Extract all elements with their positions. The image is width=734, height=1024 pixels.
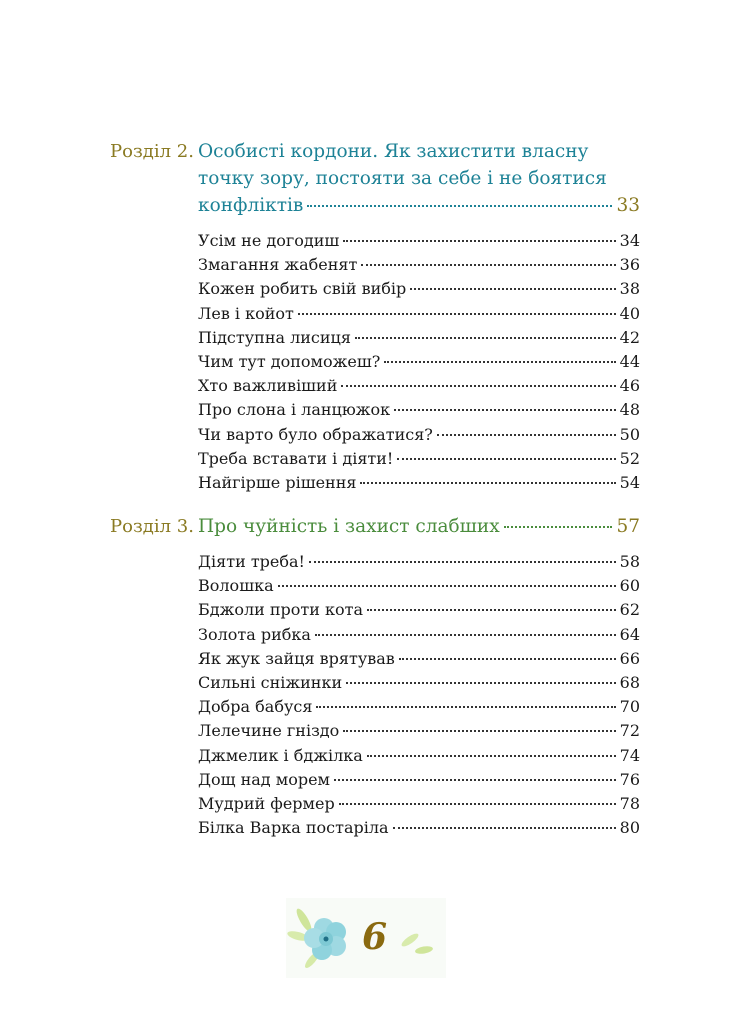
section-title-last-line: [198, 192, 640, 219]
toc-entry-title: Підступна лисиця: [198, 327, 351, 347]
toc-entry-title: Усім не догодиш: [198, 231, 340, 250]
toc-entry: [198, 350, 640, 374]
section-heading: [110, 138, 640, 219]
toc-entry-title: Дощ над морем: [198, 769, 330, 789]
toc-entry: [198, 671, 640, 695]
section-title: [198, 513, 640, 540]
toc-entry-page: 72: [619, 721, 640, 741]
section-title-line: точку зору, постояти за себе і не боятися: [198, 168, 607, 189]
dot-leader: [298, 313, 616, 315]
toc-entry-title: Добра бабуся: [198, 697, 313, 717]
toc-entry-page: 54: [619, 473, 640, 493]
toc-entry: [198, 647, 640, 671]
section-label: Розділ 3.: [110, 516, 194, 537]
toc-entry: [198, 768, 640, 792]
toc-entry: [198, 471, 640, 495]
toc-entry-title: Лелечине гніздо: [198, 721, 340, 741]
dot-leader: [361, 264, 615, 266]
toc-entry-page: 68: [619, 673, 640, 693]
toc-entry-title: Діяти треба!: [198, 552, 305, 571]
dot-leader: [339, 803, 616, 805]
toc-entry-title: Найгірше рішення: [198, 473, 357, 493]
toc-entry-page: 42: [619, 327, 640, 347]
toc-entry-page: 52: [619, 448, 640, 468]
dot-leader: [334, 779, 616, 781]
toc-entry-title: Як жук зайця врятував: [198, 648, 395, 668]
toc-entry: [198, 816, 640, 840]
toc-entry: [198, 229, 640, 253]
dot-leader: [315, 634, 616, 636]
toc-entry-title: Джмелик і бджілка: [198, 745, 363, 765]
toc-entry-page: 38: [619, 279, 640, 299]
toc-entry: [198, 398, 640, 422]
toc-entry-page: 58: [619, 552, 640, 571]
dot-leader: [343, 730, 615, 732]
toc-entry-page: 76: [619, 769, 640, 789]
toc-entry-title: Золота рибка: [198, 624, 311, 644]
dot-leader: [367, 755, 616, 757]
toc-entry: [198, 277, 640, 301]
toc-entry: [198, 550, 640, 574]
toc-entry-page: 80: [619, 818, 640, 838]
toc-entry-title: Треба вставати і діяти!: [198, 448, 394, 468]
dot-leader: [307, 205, 612, 207]
section-title-last-line: [198, 513, 640, 540]
toc-entry-title: Кожен робить свій вибір: [198, 279, 407, 299]
toc-entry: [198, 302, 640, 326]
dot-leader: [394, 409, 616, 411]
toc-entry: [198, 744, 640, 768]
toc-section-2: [110, 138, 640, 495]
section-heading: [110, 513, 640, 540]
toc-entry-title: Білка Варка постаріла: [198, 818, 389, 838]
dot-leader: [384, 361, 615, 363]
toc-entry-page: 66: [619, 648, 640, 668]
toc-entry-page: 44: [619, 352, 640, 372]
toc-entry: [198, 623, 640, 647]
dot-leader: [346, 682, 616, 684]
dot-leader: [360, 482, 615, 484]
toc-entry-page: 40: [619, 303, 640, 323]
toc-entry: [198, 326, 640, 350]
toc-entry-page: 36: [619, 255, 640, 275]
toc-entry: [198, 423, 640, 447]
toc-entry: [198, 598, 640, 622]
toc-entry-title: Чим тут допоможеш?: [198, 352, 381, 372]
dot-leader: [397, 458, 615, 460]
toc-entry-page: 48: [619, 400, 640, 420]
toc-entry-title: Мудрий фермер: [198, 794, 335, 814]
toc-entry-title: Про слона і ланцюжок: [198, 400, 391, 420]
toc-entry-page: 50: [619, 424, 640, 444]
dot-leader: [341, 385, 615, 387]
dot-leader: [393, 827, 616, 829]
toc-entry: [198, 447, 640, 471]
dot-leader: [504, 526, 613, 528]
toc-entry-title: Волошка: [198, 576, 274, 596]
section-page-number: 57: [616, 516, 640, 537]
toc-entry: [198, 253, 640, 277]
toc-entry-title: Хто важливіший: [198, 376, 338, 396]
dot-leader: [410, 288, 615, 290]
dot-leader: [309, 561, 616, 563]
page-number: 6: [362, 916, 388, 958]
dot-leader: [355, 337, 616, 339]
toc-entry-page: 34: [619, 231, 640, 250]
section-title-line: Особисті кордони. Як захистити власну: [198, 141, 589, 162]
toc-entry-page: 46: [619, 376, 640, 396]
dot-leader: [343, 240, 615, 242]
dot-leader: [437, 434, 616, 436]
dot-leader: [367, 609, 616, 611]
toc-entry: [198, 719, 640, 743]
toc-entry-page: 78: [619, 794, 640, 814]
toc-entry-title: Сильні сніжинки: [198, 673, 343, 693]
toc-entry-title: Лев і койот: [198, 303, 294, 323]
toc-entry-page: 70: [619, 697, 640, 717]
toc-entry-title: Змагання жабенят: [198, 255, 358, 275]
section-title-text: Про чуйність і захист слабших: [198, 516, 500, 537]
toc-entry: [198, 792, 640, 816]
section-title: [198, 138, 640, 219]
toc-entry-page: 60: [619, 576, 640, 596]
section-page-number: 33: [616, 195, 640, 216]
entry-list: [198, 229, 640, 495]
toc-entry-page: 62: [619, 600, 640, 620]
dot-leader: [399, 658, 616, 660]
section-title-text: конфліктів: [198, 195, 304, 216]
dot-leader: [316, 706, 615, 708]
entry-list: [198, 550, 640, 840]
toc-section-3: [110, 513, 640, 840]
toc-entry: [198, 695, 640, 719]
toc-entry-title: Бджоли проти кота: [198, 600, 364, 620]
toc-entry: [198, 374, 640, 398]
toc-entry-page: 64: [619, 624, 640, 644]
toc-entry-title: Чи варто було ображатися?: [198, 424, 433, 444]
dot-leader: [278, 585, 616, 587]
toc-entry-page: 74: [619, 745, 640, 765]
section-label: Розділ 2.: [110, 141, 194, 162]
toc-entry: [198, 574, 640, 598]
